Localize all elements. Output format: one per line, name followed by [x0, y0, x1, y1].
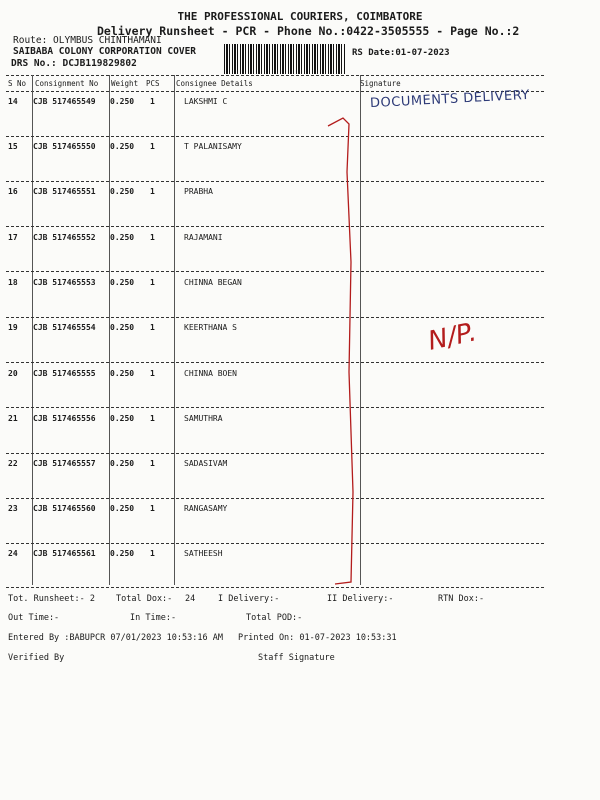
row-pcs: 1: [150, 278, 155, 287]
row-divider: [6, 317, 544, 318]
row-pcs: 1: [150, 142, 155, 151]
row-weight: 0.250: [110, 369, 135, 378]
col-sno: S No: [8, 79, 27, 88]
runsheet-title: Delivery Runsheet - PCR - Phone No.:0422-3505555 - Page No.:2: [97, 24, 520, 38]
total-dox-value: 24: [185, 594, 196, 604]
row-consignee: LAKSHMI C: [184, 97, 228, 106]
row-weight: 0.250: [110, 233, 135, 242]
table-row: [0, 504, 600, 518]
table-row: [0, 459, 600, 473]
row-sno: 14: [8, 97, 18, 106]
row-consignment: CJB 517465556: [33, 414, 96, 423]
row-divider: [6, 181, 544, 182]
row-consignee: RANGASAMY: [184, 504, 228, 513]
total-dox-label: Total Dox:-: [116, 594, 173, 604]
row-sno: 17: [8, 233, 18, 242]
row-consignment: CJB 517465549: [33, 97, 96, 106]
col-signature: Signature: [360, 79, 401, 88]
row-consignee: T PALANISAMY: [184, 142, 242, 151]
row-sno: 15: [8, 142, 18, 151]
row-consignment: CJB 517465551: [33, 187, 96, 196]
row-consignment: CJB 517465561: [33, 549, 96, 558]
row-weight: 0.250: [110, 414, 135, 423]
header-top-line: [6, 75, 544, 76]
row-pcs: 1: [150, 459, 155, 468]
row-weight: 0.250: [110, 504, 135, 513]
rs-date: RS Date:01-07-2023: [352, 48, 450, 58]
row-consignee: CHINNA BOEN: [184, 369, 237, 378]
row-sno: 16: [8, 187, 18, 196]
row-pcs: 1: [150, 97, 155, 106]
area: SAIBABA COLONY CORPORATION COVER: [13, 46, 197, 57]
row-sno: 23: [8, 504, 18, 513]
row-consignee: KEERTHANA S: [184, 323, 237, 332]
barcode: [224, 44, 346, 74]
row-consignee: PRABHA: [184, 187, 213, 196]
row-sno: 22: [8, 459, 18, 468]
row-pcs: 1: [150, 323, 155, 332]
row-consignment: CJB 517465554: [33, 323, 96, 332]
row-divider: [6, 136, 544, 137]
verified-by: Verified By: [8, 653, 65, 663]
handwritten-np: N/P.: [425, 317, 480, 357]
row-weight: 0.250: [110, 278, 135, 287]
row-divider: [6, 362, 544, 363]
row-divider: [6, 498, 544, 499]
row-pcs: 1: [150, 233, 155, 242]
row-divider: [6, 587, 544, 588]
row-consignee: RAJAMANI: [184, 233, 223, 242]
row-sno: 19: [8, 323, 18, 332]
col-weight: Weight: [111, 79, 139, 88]
table-row: [0, 142, 600, 156]
col-consignment: Consignment No: [35, 79, 99, 88]
row-weight: 0.250: [110, 323, 135, 332]
i-delivery: I Delivery:-: [218, 594, 280, 604]
table-row: [0, 233, 600, 247]
table-row: [0, 323, 600, 337]
total-pod: Total POD:-: [246, 613, 303, 623]
entered-by: Entered By :BABUPCR 07/01/2023 10:53:16 AM: [8, 633, 223, 643]
rtn-dox: RTN Dox:-: [438, 594, 485, 604]
row-consignment: CJB 517465552: [33, 233, 96, 242]
route: Route: OLYMBUS CHINTHAMANI: [13, 35, 162, 46]
company-name: THE PROFESSIONAL COURIERS, COIMBATORE: [177, 10, 423, 23]
row-divider: [6, 271, 544, 272]
row-divider: [6, 407, 544, 408]
table-row: [0, 549, 600, 563]
in-time: In Time:-: [130, 613, 177, 623]
row-consignment: CJB 517465555: [33, 369, 96, 378]
row-pcs: 1: [150, 504, 155, 513]
row-weight: 0.250: [110, 187, 135, 196]
row-consignee: SAMUTHRA: [184, 414, 223, 423]
row-consignment: CJB 517465560: [33, 504, 96, 513]
row-consignee: SADASIVAM: [184, 459, 228, 468]
row-sno: 18: [8, 278, 18, 287]
table-row: [0, 187, 600, 201]
table-row: [0, 414, 600, 428]
staff-signature: Staff Signature: [258, 653, 335, 663]
row-pcs: 1: [150, 549, 155, 558]
table-row: [0, 369, 600, 383]
handwritten-bracket: [325, 112, 365, 592]
documents-delivery-stamp: DOCUMENTS DELIVERY: [369, 87, 531, 112]
row-consignment: CJB 517465553: [33, 278, 96, 287]
col-consignee: Consignee Details: [176, 79, 253, 88]
row-pcs: 1: [150, 369, 155, 378]
row-weight: 0.250: [110, 549, 135, 558]
row-sno: 21: [8, 414, 18, 423]
row-pcs: 1: [150, 187, 155, 196]
row-consignee: CHINNA BEGAN: [184, 278, 242, 287]
tot-runsheet: Tot. Runsheet:- 2: [8, 594, 95, 604]
out-time: Out Time:-: [8, 613, 60, 623]
printed-on: Printed On: 01-07-2023 10:53:31: [238, 633, 397, 643]
row-consignment: CJB 517465557: [33, 459, 96, 468]
col-pcs: PCS: [146, 79, 160, 88]
row-sno: 20: [8, 369, 18, 378]
row-weight: 0.250: [110, 142, 135, 151]
row-weight: 0.250: [110, 97, 135, 106]
row-consignee: SATHEESH: [184, 549, 223, 558]
ii-delivery: II Delivery:-: [327, 594, 394, 604]
row-divider: [6, 453, 544, 454]
row-sno: 24: [8, 549, 18, 558]
drs-number: DRS No.: DCJB119829802: [11, 58, 137, 69]
row-pcs: 1: [150, 414, 155, 423]
row-divider: [6, 226, 544, 227]
table-row: [0, 278, 600, 292]
row-weight: 0.250: [110, 459, 135, 468]
row-divider: [6, 543, 544, 544]
row-consignment: CJB 517465550: [33, 142, 96, 151]
